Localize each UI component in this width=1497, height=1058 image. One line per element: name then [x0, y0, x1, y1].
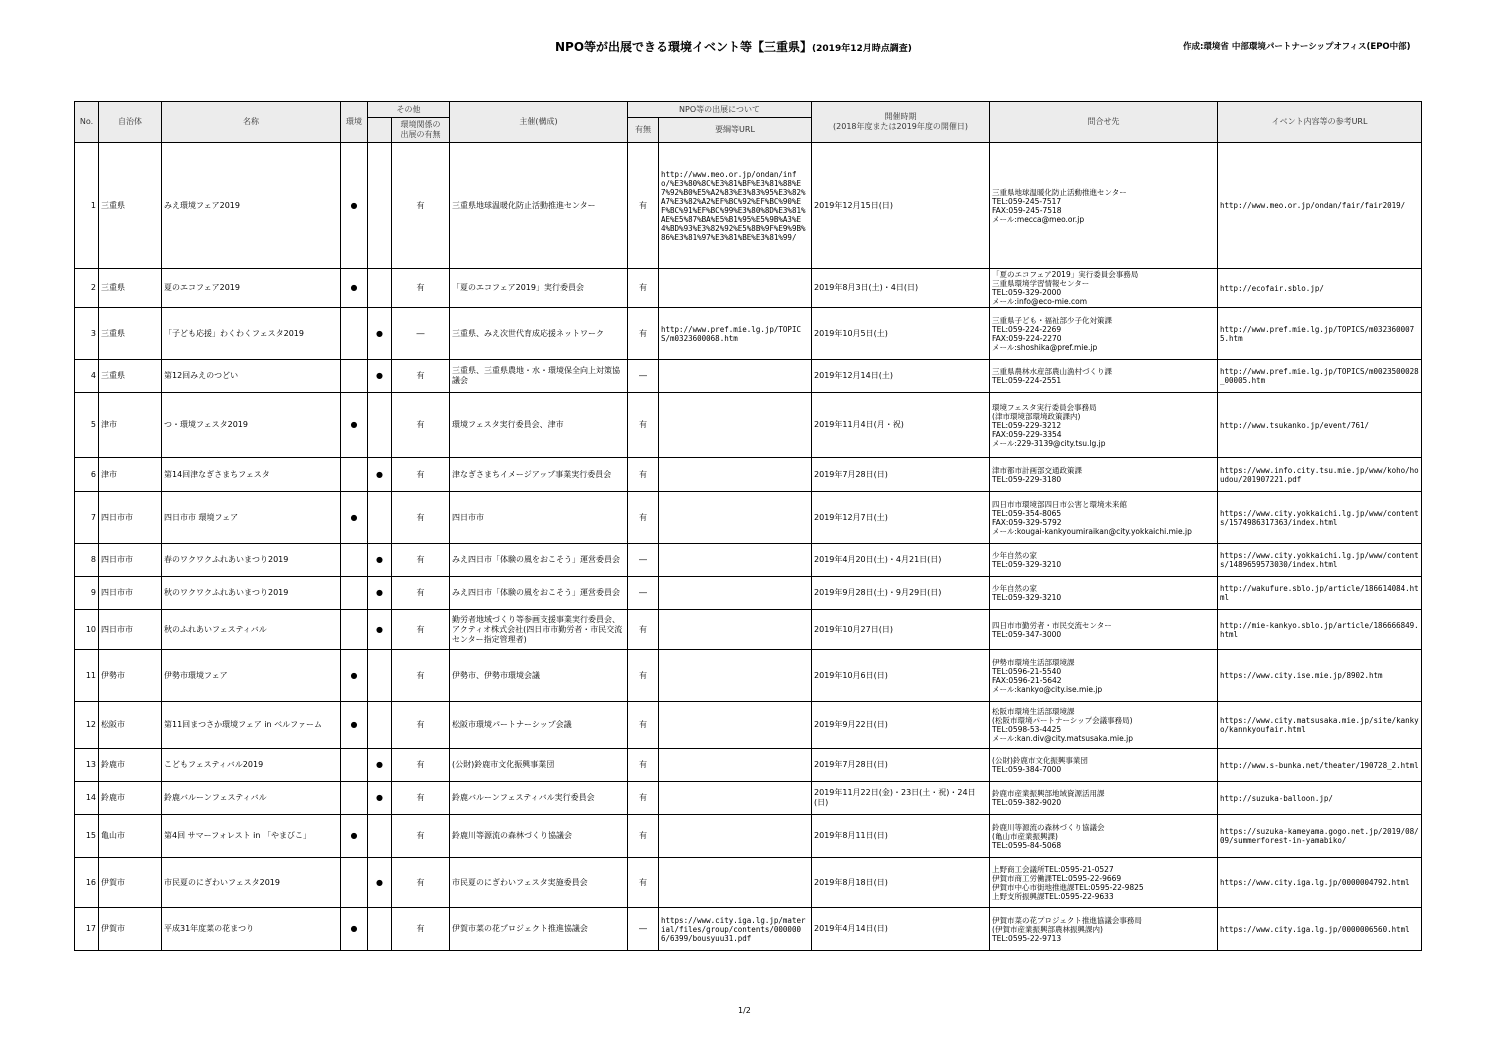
- row-npo-yesno: ―: [628, 360, 659, 393]
- row-env-mark: [341, 858, 368, 908]
- row-name: 第14回津なぎさまちフェスタ: [162, 458, 341, 492]
- row-period: 2019年7月28日(日): [812, 458, 990, 492]
- row-contact: 「夏のエコフェア2019」実行委員会事務局 三重県環境学習情報センター TEL:059-329-2000 メール:info@eco-mie.com: [990, 269, 1218, 308]
- row-ref-url[interactable]: http://mie-kankyo.sblo.jp/article/186666849.html: [1218, 610, 1422, 650]
- row-municipality: 鈴鹿市: [99, 782, 162, 815]
- row-organizer: 「夏のエコフェア2019」実行委員会: [450, 269, 628, 308]
- row-contact: 少年自然の家 TEL:059-329-3210: [990, 544, 1218, 577]
- row-name: 春のワクワクふれあいまつり2019: [162, 544, 341, 577]
- row-ref-url[interactable]: http://www.pref.mie.lg.jp/TOPICS/m0323600075.htm: [1218, 308, 1422, 360]
- row-period: 2019年12月7日(土): [812, 492, 990, 544]
- table-row: [75, 544, 1422, 577]
- row-name: 第12回みえのつどい: [162, 360, 341, 393]
- table-row: [75, 308, 1422, 360]
- row-env-booth: 有: [392, 702, 450, 749]
- row-municipality: 津市: [99, 393, 162, 458]
- row-npo-url: [659, 269, 812, 308]
- row-npo-yesno: 有: [628, 858, 659, 908]
- row-npo-yesno: 有: [628, 815, 659, 858]
- header-npo: NPO等の出展について: [628, 102, 812, 118]
- row-municipality: 三重県: [99, 269, 162, 308]
- row-organizer: 鈴鹿川等源流の森林づくり協議会: [450, 815, 628, 858]
- row-npo-yesno: 有: [628, 749, 659, 782]
- row-period: 2019年4月20日(土)・4月21日(日): [812, 544, 990, 577]
- row-organizer: (公財)鈴鹿市文化振興事業団: [450, 749, 628, 782]
- row-npo-url: [659, 702, 812, 749]
- row-contact: 鈴鹿市産業振興部地域資源活用課 TEL:059-382-9020: [990, 782, 1218, 815]
- row-contact: 三重県農林水産部農山漁村づくり課 TEL:059-224-2551: [990, 360, 1218, 393]
- header-npo-url: 要綱等URL: [659, 118, 812, 143]
- row-period: 2019年8月18日(日): [812, 858, 990, 908]
- row-other-mark: [368, 143, 392, 269]
- row-npo-yesno: ―: [628, 908, 659, 951]
- row-contact: 津市都市計画部交通政策課 TEL:059-229-3180: [990, 458, 1218, 492]
- row-no: 5: [75, 393, 99, 458]
- row-npo-yesno: ―: [628, 544, 659, 577]
- row-env-mark: [341, 577, 368, 610]
- row-municipality: 四日市市: [99, 610, 162, 650]
- row-other-mark: [368, 269, 392, 308]
- row-npo-url: [659, 782, 812, 815]
- row-ref-url[interactable]: http://www.meo.or.jp/ondan/fair/fair2019/: [1218, 143, 1422, 269]
- header-other-mark: [368, 118, 392, 143]
- row-organizer: 環境フェスタ実行委員会、津市: [450, 393, 628, 458]
- row-name: 伊勢市環境フェア: [162, 650, 341, 702]
- row-npo-yesno: 有: [628, 702, 659, 749]
- header-row-1: [75, 102, 1422, 118]
- row-env-booth: 有: [392, 610, 450, 650]
- row-env-booth: 有: [392, 360, 450, 393]
- header-env-booth: 環境関係の 出展の有無: [392, 118, 450, 143]
- page-number: 1/2: [738, 1006, 751, 1015]
- row-npo-yesno: 有: [628, 308, 659, 360]
- row-organizer: 鈴鹿バルーンフェスティバル実行委員会: [450, 782, 628, 815]
- row-env-mark: ●: [341, 492, 368, 544]
- row-organizer: 伊賀市菜の花プロジェクト推進協議会: [450, 908, 628, 951]
- row-contact: 四日市市勤労者・市民交流センター TEL:059-347-3000: [990, 610, 1218, 650]
- row-env-mark: [341, 308, 368, 360]
- row-municipality: 四日市市: [99, 492, 162, 544]
- row-name: 第11回まつさか環境フェア in ベルファーム: [162, 702, 341, 749]
- row-organizer: 三重県地球温暖化防止活動推進センター: [450, 143, 628, 269]
- row-env-mark: ●: [341, 650, 368, 702]
- row-env-booth: 有: [392, 749, 450, 782]
- table-row: [75, 610, 1422, 650]
- row-period: 2019年8月11日(日): [812, 815, 990, 858]
- row-env-mark: ●: [341, 702, 368, 749]
- row-ref-url[interactable]: http://www.pref.mie.lg.jp/TOPICS/m0023500028_00005.htm: [1218, 360, 1422, 393]
- header-contact: 問合せ先: [990, 102, 1218, 143]
- row-npo-url: [659, 815, 812, 858]
- row-name: こどもフェスティバル2019: [162, 749, 341, 782]
- header-no: No.: [75, 102, 99, 143]
- row-contact: 伊勢市環境生活部環境課 TEL:0596-21-5540 FAX:0596-21-5642 メール:kankyo@city.ise.mie.jp: [990, 650, 1218, 702]
- header-other: その他: [368, 102, 450, 118]
- row-npo-url[interactable]: https://www.city.iga.lg.jp/material/files/group/contents/0000006/6399/bousyuu31.pdf: [659, 908, 812, 951]
- header-period: 開催時期 (2018年度または2019年度の開催日): [812, 102, 990, 143]
- table-row: [75, 908, 1422, 951]
- row-env-booth: 有: [392, 650, 450, 702]
- row-env-mark: ●: [341, 908, 368, 951]
- row-other-mark: ●: [368, 577, 392, 610]
- table-row: [75, 458, 1422, 492]
- row-env-booth: 有: [392, 393, 450, 458]
- row-ref-url[interactable]: https://www.info.city.tsu.mie.jp/www/koho/houdou/201907221.pdf: [1218, 458, 1422, 492]
- row-no: 3: [75, 308, 99, 360]
- row-ref-url[interactable]: http://www.tsukanko.jp/event/761/: [1218, 393, 1422, 458]
- row-ref-url[interactable]: https://www.city.iga.lg.jp/0000004792.html: [1218, 858, 1422, 908]
- row-env-booth: 有: [392, 782, 450, 815]
- row-organizer: 三重県、三重県農地・水・環境保全向上対策協議会: [450, 360, 628, 393]
- row-env-booth: 有: [392, 858, 450, 908]
- row-period: 2019年9月22日(日): [812, 702, 990, 749]
- row-contact: 上野商工会議所TEL:0595-21-0527 伊賀市商工労働課TEL:0595-22-9669 伊賀市中心市街地推進課TEL:0595-22-9825 上野支所振興課TEL:0595-22-9633: [990, 858, 1218, 908]
- row-env-booth: 有: [392, 492, 450, 544]
- row-env-booth: 有: [392, 908, 450, 951]
- page-title: [555, 38, 912, 55]
- row-other-mark: [368, 393, 392, 458]
- row-contact: 環境フェスタ実行委員会事務局 (津市環境部環境政策課内) TEL:059-229-3212 FAX:059-229-3354 メール:229-3139@city.tsu.lg.jp: [990, 393, 1218, 458]
- row-period: 2019年11月4日(月・祝): [812, 393, 990, 458]
- row-name: 第4回 サマーフォレスト in 「やまびこ」: [162, 815, 341, 858]
- row-no: 9: [75, 577, 99, 610]
- row-npo-url: [659, 650, 812, 702]
- row-env-mark: ●: [341, 143, 368, 269]
- row-other-mark: ●: [368, 458, 392, 492]
- row-name: 四日市市 環境フェア: [162, 492, 341, 544]
- row-npo-url: [659, 749, 812, 782]
- row-no: 4: [75, 360, 99, 393]
- row-municipality: 伊賀市: [99, 858, 162, 908]
- row-municipality: 三重県: [99, 143, 162, 269]
- table-row: [75, 858, 1422, 908]
- row-no: 13: [75, 749, 99, 782]
- row-other-mark: ●: [368, 749, 392, 782]
- row-organizer: みえ四日市「体験の風をおこそう」運営委員会: [450, 577, 628, 610]
- row-municipality: 伊勢市: [99, 650, 162, 702]
- row-npo-yesno: ―: [628, 577, 659, 610]
- row-period: 2019年10月27日(日): [812, 610, 990, 650]
- header-npo-yesno: 有無: [628, 118, 659, 143]
- row-env-mark: ●: [341, 393, 368, 458]
- row-env-mark: ●: [341, 269, 368, 308]
- row-no: 8: [75, 544, 99, 577]
- row-other-mark: ●: [368, 544, 392, 577]
- row-other-mark: ●: [368, 782, 392, 815]
- row-npo-url[interactable]: http://www.pref.mie.lg.jp/TOPICS/m0323600068.htm: [659, 308, 812, 360]
- row-organizer: 伊勢市、伊勢市環境会議: [450, 650, 628, 702]
- header-organizer: 主催(構成): [450, 102, 628, 143]
- row-no: 6: [75, 458, 99, 492]
- row-env-booth: 有: [392, 269, 450, 308]
- row-municipality: 伊賀市: [99, 908, 162, 951]
- row-env-mark: [341, 360, 368, 393]
- row-name: つ・環境フェスタ2019: [162, 393, 341, 458]
- row-period: 2019年11月22日(金)・23日(土・祝)・24日(日): [812, 782, 990, 815]
- row-name: 秋のワクワクふれあいまつり2019: [162, 577, 341, 610]
- row-no: 14: [75, 782, 99, 815]
- row-organizer: 津なぎさまちイメージアップ事業実行委員会: [450, 458, 628, 492]
- row-env-booth: 有: [392, 815, 450, 858]
- row-period: 2019年7月28日(日): [812, 749, 990, 782]
- row-ref-url[interactable]: http://ecofair.sblo.jp/: [1218, 269, 1422, 308]
- header-env: 環境: [341, 102, 368, 143]
- table-row: [75, 269, 1422, 308]
- table-row: [75, 577, 1422, 610]
- row-no: 10: [75, 610, 99, 650]
- row-ref-url[interactable]: http://suzuka-balloon.jp/: [1218, 782, 1422, 815]
- row-contact: (公財)鈴鹿市文化振興事業団 TEL:059-384-7000: [990, 749, 1218, 782]
- table-row: [75, 749, 1422, 782]
- row-ref-url[interactable]: https://www.city.ise.mie.jp/8902.htm: [1218, 650, 1422, 702]
- row-other-mark: ●: [368, 360, 392, 393]
- row-name: 市民夏のにぎわいフェスタ2019: [162, 858, 341, 908]
- row-municipality: 四日市市: [99, 577, 162, 610]
- row-other-mark: ●: [368, 858, 392, 908]
- row-contact: 少年自然の家 TEL:059-329-3210: [990, 577, 1218, 610]
- row-other-mark: [368, 702, 392, 749]
- row-npo-url: [659, 393, 812, 458]
- row-municipality: 津市: [99, 458, 162, 492]
- row-no: 17: [75, 908, 99, 951]
- row-name: 平成31年度菜の花まつり: [162, 908, 341, 951]
- row-npo-yesno: 有: [628, 458, 659, 492]
- row-other-mark: [368, 492, 392, 544]
- author-credit: 作成:環境省 中部環境パートナーシップオフィス(EPO中部): [1183, 42, 1411, 52]
- row-npo-url: [659, 492, 812, 544]
- row-npo-url: [659, 360, 812, 393]
- row-municipality: 松阪市: [99, 702, 162, 749]
- header-name: 名称: [162, 102, 341, 143]
- table-row: [75, 782, 1422, 815]
- row-env-mark: [341, 749, 368, 782]
- title-main: NPO等が出展できる環境イベント等【三重県】: [555, 40, 813, 54]
- row-other-mark: ●: [368, 308, 392, 360]
- row-npo-yesno: 有: [628, 143, 659, 269]
- row-no: 16: [75, 858, 99, 908]
- row-npo-yesno: 有: [628, 650, 659, 702]
- row-env-mark: [341, 610, 368, 650]
- row-ref-url[interactable]: https://www.city.iga.lg.jp/0000006560.html: [1218, 908, 1422, 951]
- row-municipality: 三重県: [99, 360, 162, 393]
- table-row: [75, 702, 1422, 749]
- table-row: [75, 360, 1422, 393]
- table-row: [75, 393, 1422, 458]
- row-contact: 伊賀市菜の花プロジェクト推進協議会事務局 (伊賀市産業振興部農林振興課内) TEL:0595-22-9713: [990, 908, 1218, 951]
- events-table: [74, 101, 1422, 951]
- row-env-booth: 有: [392, 143, 450, 269]
- row-npo-url: [659, 544, 812, 577]
- row-other-mark: ●: [368, 610, 392, 650]
- row-contact: 松阪市環境生活部環境課 (松阪市環境パートナーシップ会議事務局) TEL:0598-53-4425 メール:kan.div@city.matsusaka.mie.jp: [990, 702, 1218, 749]
- row-ref-url[interactable]: https://www.city.yokkaichi.lg.jp/www/contents/1489659573030/index.html: [1218, 544, 1422, 577]
- row-ref-url[interactable]: https://suzuka-kameyama.gogo.net.jp/2019/08/09/summerforest-in-yamabiko/: [1218, 815, 1422, 858]
- row-npo-yesno: 有: [628, 610, 659, 650]
- row-contact: 鈴鹿川等源流の森林づくり協議会 (亀山市産業振興課) TEL:0595-84-5068: [990, 815, 1218, 858]
- row-organizer: 四日市市: [450, 492, 628, 544]
- row-organizer: みえ四日市「体験の風をおこそう」運営委員会: [450, 544, 628, 577]
- row-npo-yesno: 有: [628, 393, 659, 458]
- row-no: 15: [75, 815, 99, 858]
- row-no: 12: [75, 702, 99, 749]
- table-row: [75, 815, 1422, 858]
- row-npo-url: [659, 458, 812, 492]
- row-env-mark: ●: [341, 815, 368, 858]
- row-period: 2019年10月5日(土): [812, 308, 990, 360]
- row-organizer: 勤労者地域づくり等参画支援事業実行委員会、アクティオ株式会社(四日市市勤労者・市民交流センター指定管理者): [450, 610, 628, 650]
- events-table-body: [75, 143, 1422, 951]
- row-no: 2: [75, 269, 99, 308]
- row-name: 夏のエコフェア2019: [162, 269, 341, 308]
- row-municipality: 三重県: [99, 308, 162, 360]
- row-ref-url[interactable]: http://www.s-bunka.net/theater/190728_2.html: [1218, 749, 1422, 782]
- row-env-booth: ―: [392, 308, 450, 360]
- row-name: 「子ども応援」わくわくフェスタ2019: [162, 308, 341, 360]
- row-env-mark: [341, 782, 368, 815]
- row-name: 鈴鹿バルーンフェスティバル: [162, 782, 341, 815]
- row-no: 11: [75, 650, 99, 702]
- row-ref-url[interactable]: https://www.city.matsusaka.mie.jp/site/kankyo/kannkyoufair.html: [1218, 702, 1422, 749]
- row-npo-yesno: 有: [628, 492, 659, 544]
- row-period: 2019年10月6日(日): [812, 650, 990, 702]
- row-municipality: 亀山市: [99, 815, 162, 858]
- row-other-mark: [368, 650, 392, 702]
- row-npo-yesno: 有: [628, 269, 659, 308]
- row-period: 2019年12月15日(日): [812, 143, 990, 269]
- row-npo-url: [659, 610, 812, 650]
- row-period: 2019年9月28日(土)・9月29日(日): [812, 577, 990, 610]
- row-organizer: 松阪市環境パートナーシップ会議: [450, 702, 628, 749]
- row-contact: 四日市市環境部四日市公害と環境未来館 TEL:059-354-8065 FAX:059-329-5792 メール:kougai-kankyoumiraikan@city.yokkaichi.mie.jp: [990, 492, 1218, 544]
- row-env-booth: 有: [392, 458, 450, 492]
- row-npo-yesno: 有: [628, 782, 659, 815]
- header-ref-url: イベント内容等の参考URL: [1218, 102, 1422, 143]
- row-organizer: 三重県、みえ次世代育成応援ネットワーク: [450, 308, 628, 360]
- row-period: 2019年12月14日(土): [812, 360, 990, 393]
- row-name: 秋のふれあいフェスティバル: [162, 610, 341, 650]
- row-npo-url: [659, 577, 812, 610]
- row-municipality: 鈴鹿市: [99, 749, 162, 782]
- table-row: [75, 650, 1422, 702]
- row-ref-url[interactable]: https://www.city.yokkaichi.lg.jp/www/contents/1574986317363/index.html: [1218, 492, 1422, 544]
- table-row: [75, 143, 1422, 269]
- row-contact: 三重県子ども・福祉部少子化対策課 TEL:059-224-2269 FAX:059-224-2270 メール:shoshika@pref.mie.jp: [990, 308, 1218, 360]
- row-municipality: 四日市市: [99, 544, 162, 577]
- row-env-mark: [341, 544, 368, 577]
- row-no: 7: [75, 492, 99, 544]
- row-no: 1: [75, 143, 99, 269]
- row-contact: 三重県地球温暖化防止活動推進センター TEL:059-245-7517 FAX:059-245-7518 メール:mecca@meo.or.jp: [990, 143, 1218, 269]
- row-period: 2019年8月3日(土)・4日(日): [812, 269, 990, 308]
- header-municipality: 自治体: [99, 102, 162, 143]
- row-env-mark: [341, 458, 368, 492]
- row-env-booth: 有: [392, 577, 450, 610]
- row-period: 2019年4月14日(日): [812, 908, 990, 951]
- row-ref-url[interactable]: http://wakufure.sblo.jp/article/186614084.html: [1218, 577, 1422, 610]
- row-npo-url: [659, 858, 812, 908]
- row-organizer: 市民夏のにぎわいフェスタ実施委員会: [450, 858, 628, 908]
- table-row: [75, 492, 1422, 544]
- row-name: みえ環境フェア2019: [162, 143, 341, 269]
- row-other-mark: [368, 815, 392, 858]
- row-npo-url[interactable]: http://www.meo.or.jp/ondan/info/%E3%80%8C%E3%81%BF%E3%81%88%E7%92%B0%E5%A2%83%E3%83%95%E3%82%A7%E3%82%A2%EF%BC%92%EF%BC%90%EF%BC%91%EF%BC%99%E3%80%8D%E3%81%AE%E5%87%BA%E5%B1%95%E5%9B%A3%E4%BD%93%E3%82%92%E5%8B%9F%E9%9B%86%E3%81%97%E3%81%BE%E3%81%99/: [659, 143, 812, 269]
- row-env-booth: 有: [392, 544, 450, 577]
- title-sub: (2019年12月時点調査): [812, 44, 912, 54]
- row-other-mark: [368, 908, 392, 951]
